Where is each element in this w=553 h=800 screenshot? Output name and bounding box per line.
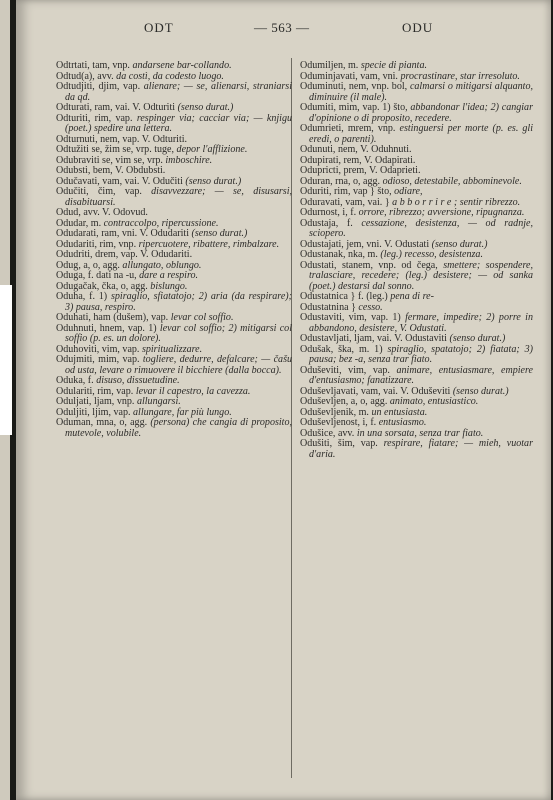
entry-definition: levar col soffio; 2) mitigarsi col soffio (p. es. un dolore). (65, 322, 292, 344)
entry-headword: Odučavati, vam, vai. V. Odučiti (56, 175, 186, 187)
entry-definition: (persona) che cangia di proposito, mutevole, volubile. (65, 417, 292, 439)
entry-headword: Oduha, f. 1) (56, 291, 111, 302)
header-right-guide-word: ODU (402, 20, 434, 35)
dictionary-entry (300, 82, 533, 103)
entry-headword: Odustatnica } f. (leg.) (300, 291, 391, 302)
entry-headword: Odustatnina } (300, 301, 359, 313)
entry-headword: Oduševljavati, vam, vai. V. Oduševiti (300, 385, 453, 397)
entry-headword: Odumrieti, mrem, vnp. (300, 123, 400, 134)
dictionary-entry (300, 345, 533, 366)
entry-headword: Odubsti, bem, V. Obdubsti. (56, 165, 166, 176)
entry-headword: Odurnost, i, f. (300, 207, 359, 218)
entry-definition: respinger via; cacciar via; — knjigu (poet.) spedire una lettera. (65, 112, 293, 134)
entry-definition: spiraglio, spatatojo; 2) fiatata; 3) pausa; bez -a, senza trar fiato. (309, 343, 533, 365)
entry-headword: Oduhati, ham (dušem), vap. (56, 312, 171, 323)
dictionary-entry (300, 219, 533, 240)
entry-definition: andarsene bar-collando. (132, 60, 232, 71)
entry-headword: Odustajati, jem, vni. V. Odustati (300, 238, 432, 250)
entry-headword: Odušak, ška, m. 1) (300, 343, 388, 355)
entry-headword: Oduriti, rim, vap } što, (300, 186, 395, 197)
entry-headword: Odtužiti se, žim se, vrp. tuge, (56, 144, 177, 155)
entry-definition: animare, entusiasmare, empiere d'entusiasmo; fanatizzare. (309, 364, 533, 386)
entry-headword: Oduman, mna, o, agg. (56, 417, 151, 428)
entry-headword: Odudarati, ram, vni. V. Odudariti (56, 228, 192, 239)
entry-headword: Odušiti, šim, vap. (300, 438, 384, 449)
entry-headword: Odudar, m. (56, 217, 104, 229)
dictionary-entry (300, 366, 533, 387)
entry-headword: Oduhnuti, hnem, vap. 1) (56, 322, 160, 334)
entry-definition: estinguersi per morte (p. es. gli eredi, o parenti). (309, 123, 534, 145)
entry-headword: Oduravati, vam, vai. } (300, 196, 393, 208)
entry-headword: Odujmiti, mim, vap. (56, 354, 143, 365)
entry-headword: Odunuti, nem, V. Oduhnuti. (300, 144, 412, 155)
entry-definition: disavvezzare; — se, disusarsi, disabituarsi. (65, 186, 292, 208)
entry-headword: Odubraviti se, vim se, vrp. (56, 154, 166, 166)
dictionary-entry (300, 439, 533, 460)
entry-headword: Odturati, ram, vai. V. Odturiti (56, 102, 178, 113)
dictionary-entry (300, 103, 533, 124)
right-column (300, 61, 533, 460)
entry-definition: (senso durat.) (191, 228, 248, 239)
entry-definition: allungare, far più lungo. (133, 406, 232, 418)
entry-headword: Odtrtati, tam, vnp. (56, 60, 133, 71)
entry-headword: Oduljiti, ljim, vap. (56, 406, 134, 418)
entry-headword: Oduka, f. (56, 375, 97, 386)
entry-definition: fermare, impedire; 2) porre in abbandono, desistere, V. Odustati. (309, 312, 533, 334)
entry-headword: Odudriti, drem, vap. V. Odudariti. (56, 249, 193, 260)
entry-definition: (senso durat.) (452, 385, 509, 397)
entry-definition: procrastinare, star irresoluto. (400, 70, 520, 82)
entry-definition: a b b o r r i r e ; sentir ribrezzo. (392, 196, 521, 208)
entry-definition: disuso, dissuetudine. (96, 375, 180, 386)
dictionary-page (16, 0, 551, 800)
entry-definition: da costì, da codesto luogo. (116, 70, 224, 82)
entry-definition: levar il capestro, la cavezza. (135, 385, 251, 397)
entry-definition: (senso durat.) (185, 175, 242, 187)
entry-headword: Odud, avv. V. Odovud. (56, 207, 148, 218)
entry-headword: Odturiti, rim, vap. (56, 112, 137, 124)
entry-headword: Oduhoviti, vim, vap. (56, 343, 142, 355)
dictionary-entry (56, 114, 292, 135)
dictionary-entry (300, 313, 533, 334)
dictionary-entry (56, 187, 292, 208)
left-column (56, 61, 292, 439)
entry-definition: depor l'afflizione. (176, 144, 248, 155)
entry-definition: allungato, oblungo. (122, 259, 202, 271)
entry-headword: Odustaja, f. (300, 217, 362, 229)
entry-headword: Odturnuti, nem, vap. V. Odturiti. (56, 133, 188, 145)
header-left-guide-word: ODT (144, 20, 174, 35)
entry-definition: alienare; — se, alienarsi, straniarsi da qd. (65, 81, 293, 103)
entry-definition: cesso. (358, 301, 383, 313)
dictionary-entry (56, 82, 292, 103)
entry-definition: animato, entusiastico. (389, 396, 479, 407)
entry-definition: contraccolpo, ripercussione. (103, 217, 219, 229)
entry-definition: smettere; sospendere, tralasciare, recedere; (leg.) desistere; — od sanka (poet.) destarsi dal sonno. (309, 259, 533, 292)
entry-definition: spiritualizzare. (141, 343, 203, 355)
entry-headword: Odtudjiti, djim, vap. (56, 81, 144, 92)
entry-headword: Odtud(a), avv. (56, 70, 117, 82)
entry-headword: Odupirati, rem, V. Odapirati. (300, 154, 416, 166)
entry-definition: (senso durat.) (449, 333, 506, 344)
page-number: — 563 — (254, 20, 310, 35)
entry-headword: Oduljati, ljam, vnp. (56, 396, 137, 407)
entry-headword: Oduševljenost, i, f. (300, 417, 379, 428)
dictionary-entry (300, 124, 533, 145)
entry-headword: Odustanak, nka, m. (300, 249, 381, 260)
dictionary-entry (56, 418, 292, 439)
entry-headword: Odupricti, prem, V. Odaprieti. (300, 165, 421, 176)
entry-definition: spiraglio, sfiatatojo; 2) aria (da respirare); 3) pausa, respiro. (65, 291, 292, 313)
dictionary-entry (56, 292, 292, 313)
entry-headword: Oduminuti, nem, vnp. bol, (300, 81, 410, 92)
entry-definition: odioso, detestabile, abbominevole. (382, 175, 522, 187)
entry-definition: bislungo. (150, 280, 188, 292)
entry-definition: specie di pianta. (360, 60, 427, 71)
entry-headword: Odumiljen, m. (300, 60, 361, 71)
entry-headword: Odugačak, čka, o, agg. (56, 280, 151, 292)
dictionary-entry (56, 324, 292, 345)
entry-definition: levar col soffio. (170, 312, 234, 323)
entry-headword: Oduševljen, a, o, agg. (300, 396, 390, 407)
entry-headword: Odug, a, o, agg. (56, 259, 123, 271)
entry-headword: Odušice, avv. (300, 427, 357, 439)
entry-definition: in una sorsata, senza trar fiato. (356, 427, 484, 439)
entry-definition: un entusiasta. (371, 406, 428, 418)
page-header (16, 20, 551, 44)
entry-headword: Odustaviti, vim, vap. 1) (300, 312, 406, 323)
entry-definition: orrore, ribrezzo; avversione, ripugnanza. (358, 207, 525, 218)
entry-definition: allungarsi. (136, 396, 181, 407)
entry-definition: (leg.) recesso, desistenza. (380, 249, 483, 260)
dictionary-entry (56, 355, 292, 376)
entry-definition: dare a respiro. (139, 270, 199, 281)
entry-definition: ripercuotere, ribattere, rimbalzare. (138, 238, 280, 250)
entry-definition: togliere, dedurre, defalcare; — čašu od usta, levare o rimuovere il bicchiere (dalla bocca). (65, 354, 293, 376)
entry-headword: Odulariti, rim, vap. (56, 385, 136, 397)
entry-definition: (senso durat.) (177, 102, 234, 113)
entry-definition: imboschire. (165, 154, 213, 166)
entry-headword: Oduran, rna, o, agg. (300, 175, 383, 187)
entry-headword: Odudariti, rim, vnp. (56, 238, 139, 250)
entry-definition: abbandonar l'idea; 2) cangiar d'opinione o di proposito, recedere. (309, 102, 533, 124)
entry-definition: (senso durat.) (431, 238, 488, 250)
entry-headword: Oduševljenik, m. (300, 406, 372, 418)
entry-headword: Oduminjavati, vam, vni. (300, 70, 401, 82)
entry-definition: respirare, fiatare; — mieh, vuotar d'aria. (309, 438, 533, 460)
entry-definition: cessazione, desistenza, — od radnje, sciopero. (309, 217, 533, 239)
entry-headword: Oduševiti, vim, vap. (300, 364, 397, 376)
entry-headword: Odučiti, čim, vap. (56, 186, 152, 197)
entry-definition: pena di re- (390, 291, 434, 302)
entry-definition: entusiasmo. (378, 417, 427, 428)
dictionary-entry (300, 261, 533, 293)
scan-gap (0, 285, 12, 435)
entry-definition: odiare, (394, 186, 423, 197)
entry-headword: Odustavljati, ljam, vai. V. Odustaviti (300, 333, 450, 344)
entry-headword: Oduga, f. dati na -u, (56, 270, 140, 281)
entry-headword: Odustati, stanem, vnp. od čega, (300, 259, 444, 271)
entry-headword: Odumiti, mim, vap. 1) što, (300, 102, 411, 113)
entry-definition: calmarsi o mitigarsi alquanto, diminuire (il male). (309, 81, 533, 103)
